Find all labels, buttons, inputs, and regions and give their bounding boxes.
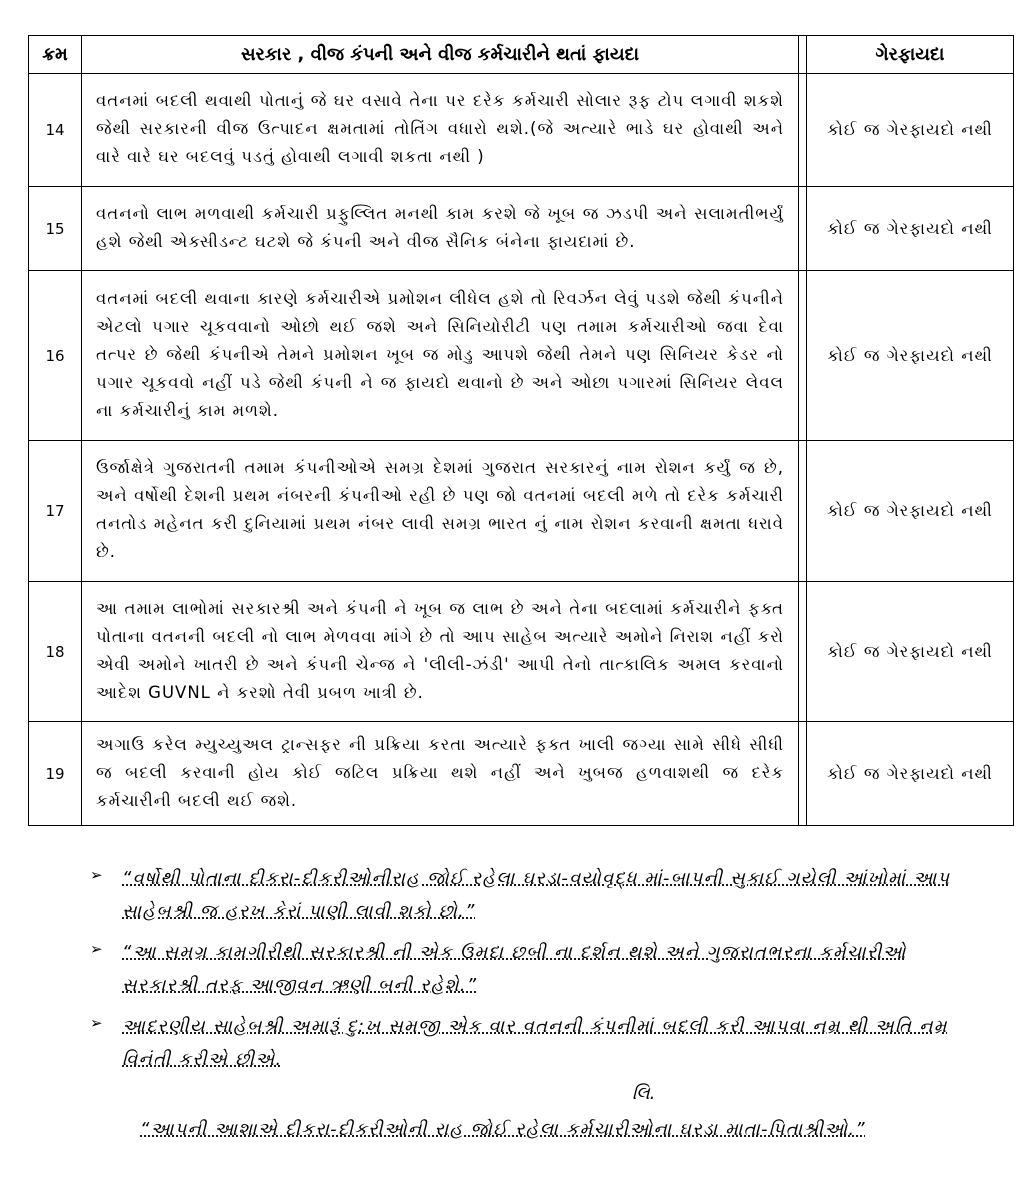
column-gap xyxy=(799,722,807,826)
arrow-bullet-icon: ➢ xyxy=(90,1014,103,1032)
column-gap xyxy=(799,36,807,74)
list-item xyxy=(90,936,970,1002)
row-advantage: અગાઉ કરેલ મ્યુચ્યુઅલ ટ્રાન્સફર ની પ્રક્રિયા કરતા અત્યારે ફક્ત ખાલી જગ્યા સામે સીધે સીધી જ બદલી કરવાની હોય કોઈ જટિલ પ્રક્રિયા થશે નહીં અને ખુબજ હળવાશથી જ દરેક કર્મચારીની બદલી થઈ જશે. xyxy=(82,722,799,826)
row-number: 16 xyxy=(29,271,82,441)
note-text: “આ સમગ્ર કામગીરીથી સરકારશ્રી ની એક ઉમદા છબી ના દર્શન થશે અને ગુજરાતભરના કર્મચારીઓ સરકારશ્રી તરફ આજીવન ઋણી બની રહેશે.” xyxy=(122,942,907,996)
table-row xyxy=(29,722,1014,826)
column-gap xyxy=(799,271,807,441)
benefits-table xyxy=(28,35,1014,826)
header-serial-number: ક્રમ xyxy=(29,36,82,74)
row-number: 15 xyxy=(29,187,82,271)
column-gap xyxy=(799,441,807,582)
column-gap xyxy=(799,582,807,722)
row-disadvantage: કોઈ જ ગેરફાયદો નથી xyxy=(807,187,1014,271)
table-header-row xyxy=(29,36,1014,74)
row-advantage: આ તમામ લાભોમાં સરકારશ્રી અને કંપની ને ખૂબ જ લાભ છે અને તેના બદલામાં કર્મચારીને ફક્ત પોતાના વતનની બદલી નો લાભ મેળવવા માંગે છે તો આપ સાહેબ અત્યારે અમોને નિરાશ નહીં કરો એવી અમોને ખાતરી છે અને કંપની ચેન્જ ને 'લીલી-ઝંડી' આપી તેનો તાત્કાલિક અમલ કરવાનો આદેશ GUVNL ને કરશો તેવી પ્રબળ ખાત્રી છે. xyxy=(82,582,799,722)
arrow-bullet-icon: ➢ xyxy=(90,866,103,884)
row-advantage: ઉર્જાક્ષેત્રે ગુજરાતની તમામ કંપનીઓએ સમગ્ર દેશમાં ગુજરાત સરકારનું નામ રોશન કર્યું જ છે, અને વર્ષોથી દેશની પ્રથમ નંબરની કંપનીઓ રહી છે પણ જો વતનમાં બદલી મળે તો દરેક કર્મચારી તનતોડ મહેનત કરી દુનિયામાં પ્રથમ નંબર લાવી સમગ્ર ભારત નું નામ રોશન કરવાની ક્ષમતા ધરાવે છે. xyxy=(82,441,799,582)
row-number: 14 xyxy=(29,74,82,187)
row-disadvantage: કોઈ જ ગેરફાયદો નથી xyxy=(807,582,1014,722)
row-advantage: વતનમાં બદલી થવાના કારણે કર્મચારીએ પ્રમોશન લીધેલ હશે તો રિવર્ઝન લેવું પડશે જેથી કંપનીને એટલો પગાર ચૂકવવાનો ઓછો થઈ જશે અને સિનિયોરીટી પણ તમામ કર્મચારીઓ જવા દેવા તત્પર છે જેથી કંપનીએ તેમને પ્રમોશન ખૂબ જ મોડુ આપશે જેથી તેમને પણ સિનિયર કેડર નો પગાર ચૂકવવો નહીં પડે જેથી કંપની ને જ ફાયદો થવાનો છે અને ઓછા પગારમાં સિનિયર લેવલ ના કર્મચારીનું કામ મળશે. xyxy=(82,271,799,441)
note-text: આદરણીય સાહેબશ્રી અમારૂં દુ:ખ સમજી એક વાર વતનની કંપનીમાં બદલી કરી આપવા નમ્ર થી અતિ નમ્ર વિનંતી કરીએ છીએ. xyxy=(122,1016,948,1070)
row-advantage: વતનમાં બદલી થવાથી પોતાનું જે ઘર વસાવે તેના પર દરેક કર્મચારી સોલાર રૂફ ટોપ લગાવી શકશે જેથી સરકારની વીજ ઉત્પાદન ક્ષમતામાં તોતિંગ વધારો થશે.(જે અત્યારે ભાડે ઘર હોવાથી અને વારે વારે ઘર બદલવું પડતું હોવાથી લગાવી શકતા નથી ) xyxy=(82,74,799,187)
row-number: 19 xyxy=(29,722,82,826)
column-gap xyxy=(799,187,807,271)
row-disadvantage: કોઈ જ ગેરફાયદો નથી xyxy=(807,441,1014,582)
table-row xyxy=(29,187,1014,271)
column-gap xyxy=(799,74,807,187)
row-number: 17 xyxy=(29,441,82,582)
list-item xyxy=(90,862,970,928)
note-text: “વર્ષોથી પોતાના દીકરા-દીકરીઓનીરાહ જોઈ રહેલા ઘરડા-વયોવૃદ્ધ માં-બાપની સુકાઈ ગયેલી આંખોમાં આપ સાહેબશ્રી જ હરખ કેરાં પાણી લાવી શકો છો.” xyxy=(122,868,951,922)
row-advantage: વતનનો લાભ મળવાથી કર્મચારી પ્રફુલ્લિત મનથી કામ કરશે જે ખૂબ જ ઝડપી અને સલામતીભર્યું હશે જેથી એક્સીડન્ટ ઘટશે જે કંપની અને વીજ સૈનિક બંનેના ફાયદામાં છે. xyxy=(82,187,799,271)
row-disadvantage: કોઈ જ ગેરફાયદો નથી xyxy=(807,722,1014,826)
list-item xyxy=(90,1010,970,1076)
row-disadvantage: કોઈ જ ગેરફાયદો નથી xyxy=(807,271,1014,441)
closing-line: “આપની આશાએ દીકરા-દીકરીઓની રાહ જોઈ રહેલા કર્મચારીઓના ઘરડા માતા-પિતાશ્રીઓ.” xyxy=(140,1119,866,1140)
header-disadvantages: ગેરફાયદા xyxy=(807,36,1014,74)
header-advantages: સરકાર , વીજ કંપની અને વીજ કર્મચારીને થતાં ફાયદા xyxy=(82,36,799,74)
table-row xyxy=(29,582,1014,722)
table-row xyxy=(29,74,1014,187)
notes-list xyxy=(90,862,970,1084)
row-disadvantage: કોઈ જ ગેરફાયદો નથી xyxy=(807,74,1014,187)
arrow-bullet-icon: ➢ xyxy=(90,940,103,958)
signature-abbreviation: લિ. xyxy=(632,1083,656,1104)
table-row xyxy=(29,271,1014,441)
row-number: 18 xyxy=(29,582,82,722)
table-row xyxy=(29,441,1014,582)
